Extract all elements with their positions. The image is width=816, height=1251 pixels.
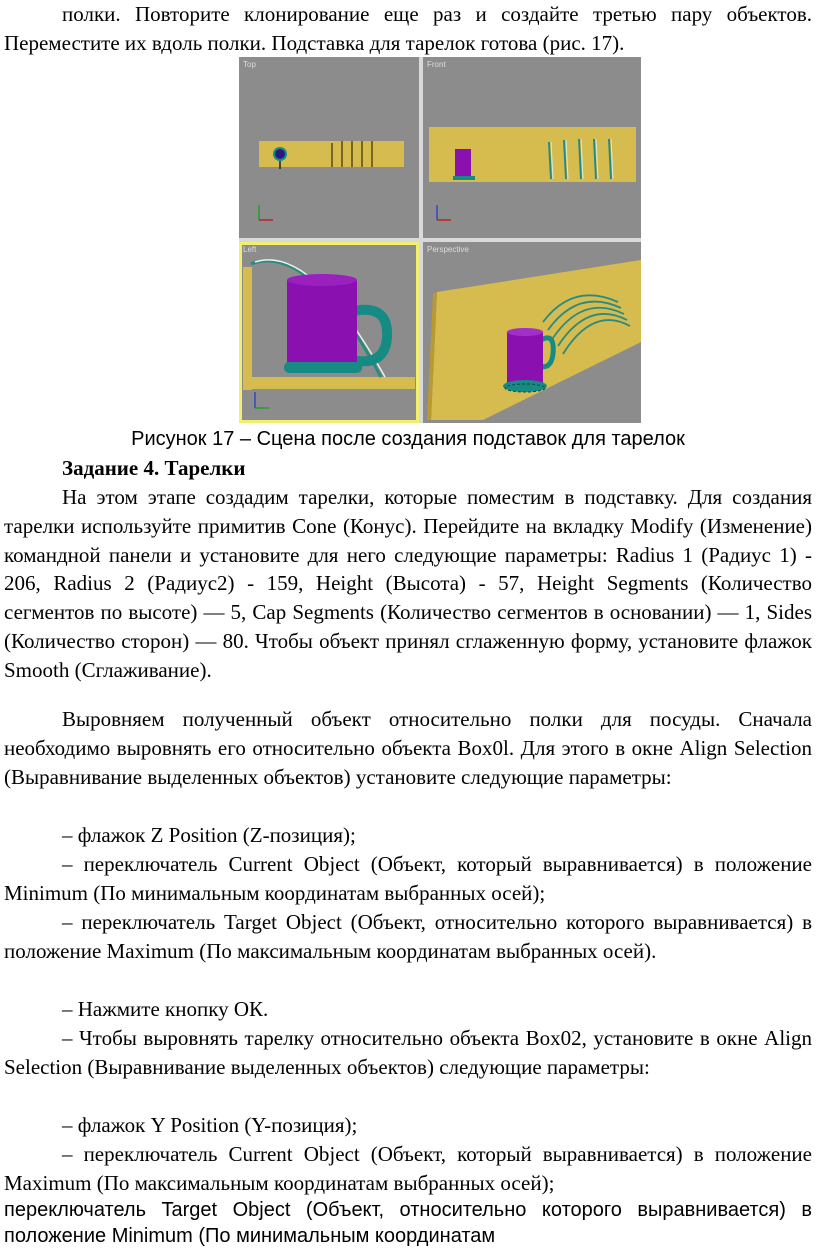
paragraph-cone: На этом этапе создадим тарелки, которые поместим в подставку. Для создания тарелки используйте примитив Cone (Конус). Перейдите на вкладку Modify (Изменение) командной панели и установите для него следующие параметры: Radius 1 (Радиус 1) - 206, Radius 2 (Радиус2) - 159, Height (Высота) - 57, Height Segments (Количество сегментов по высоте) — 5, Cap Segments (Количество сегментов в основании) — 1, Sides (Количество сторон) — 80. Чтобы объект принял сглаженную форму, установите флажок Smooth (Сглаживание). bbox=[4, 485, 812, 682]
intro-paragraph: полки. Повторите клонирование еще раз и создайте третью пару объектов. Переместите их вдоль полки. Подставка для тарелок готова (рис. 17). bbox=[4, 2, 812, 55]
list-item: – переключатель Current Object (Объект, который выравнивается) в положение Minimum (По минимальным координатам выбранных осей); bbox=[4, 852, 812, 905]
list-item: – Нажмите кнопку ОК. bbox=[62, 997, 269, 1021]
axis-gizmo-icon bbox=[255, 392, 269, 408]
list-item: – переключатель Target Object (Объект, относительно которого выравнивается) в положение Maximum (По максимальным координатам выбранных осей). bbox=[4, 910, 812, 963]
viewport-perspective-scene bbox=[423, 242, 641, 423]
figure-caption: Рисунок 17 – Сцена после создания подставок для тарелок bbox=[131, 428, 685, 450]
viewport-front bbox=[423, 57, 641, 238]
paragraph-align: Выровняем полученный объект относительно полки для посуды. Сначала необходимо выровнять его относительно объекта Box0l. Для этого в окне Align Selection (Выравнивание выделенных объектов) установите следующие параметры: bbox=[4, 707, 812, 789]
list-item: – Чтобы выровнять тарелку относительно объекта Box02, установите в окне Align Selection (Выравнивание выделенных объектов) следующие параметры: bbox=[4, 1026, 812, 1079]
viewport-front-scene bbox=[423, 57, 641, 238]
viewport-label: Front bbox=[427, 60, 446, 69]
viewport-left bbox=[239, 242, 419, 423]
task-heading: Задание 4. Тарелки bbox=[62, 456, 246, 480]
list-item: – флажок Z Position (Z-позиция); bbox=[62, 823, 356, 847]
figure-viewports bbox=[239, 57, 641, 423]
viewport-label: Top bbox=[243, 60, 256, 69]
viewport-top-scene bbox=[239, 57, 419, 238]
list-item: переключатель Target Object (Объект, относительно которого выравнивается) в положение Minimum (По минимальным координатам bbox=[4, 1199, 812, 1247]
viewport-label: Left bbox=[243, 245, 257, 254]
list-item: – флажок Y Position (Y-позиция); bbox=[62, 1113, 358, 1137]
viewport-perspective bbox=[423, 242, 641, 423]
axis-gizmo-icon bbox=[437, 205, 451, 220]
viewport-label: Perspective bbox=[427, 245, 469, 254]
viewport-top bbox=[239, 57, 419, 238]
viewport-left-scene bbox=[239, 242, 419, 423]
axis-gizmo-icon bbox=[259, 205, 273, 220]
list-item: – переключатель Current Object (Объект, который выравнивается) в положение Maximum (По максимальным координатам выбранных осей); bbox=[4, 1142, 812, 1195]
